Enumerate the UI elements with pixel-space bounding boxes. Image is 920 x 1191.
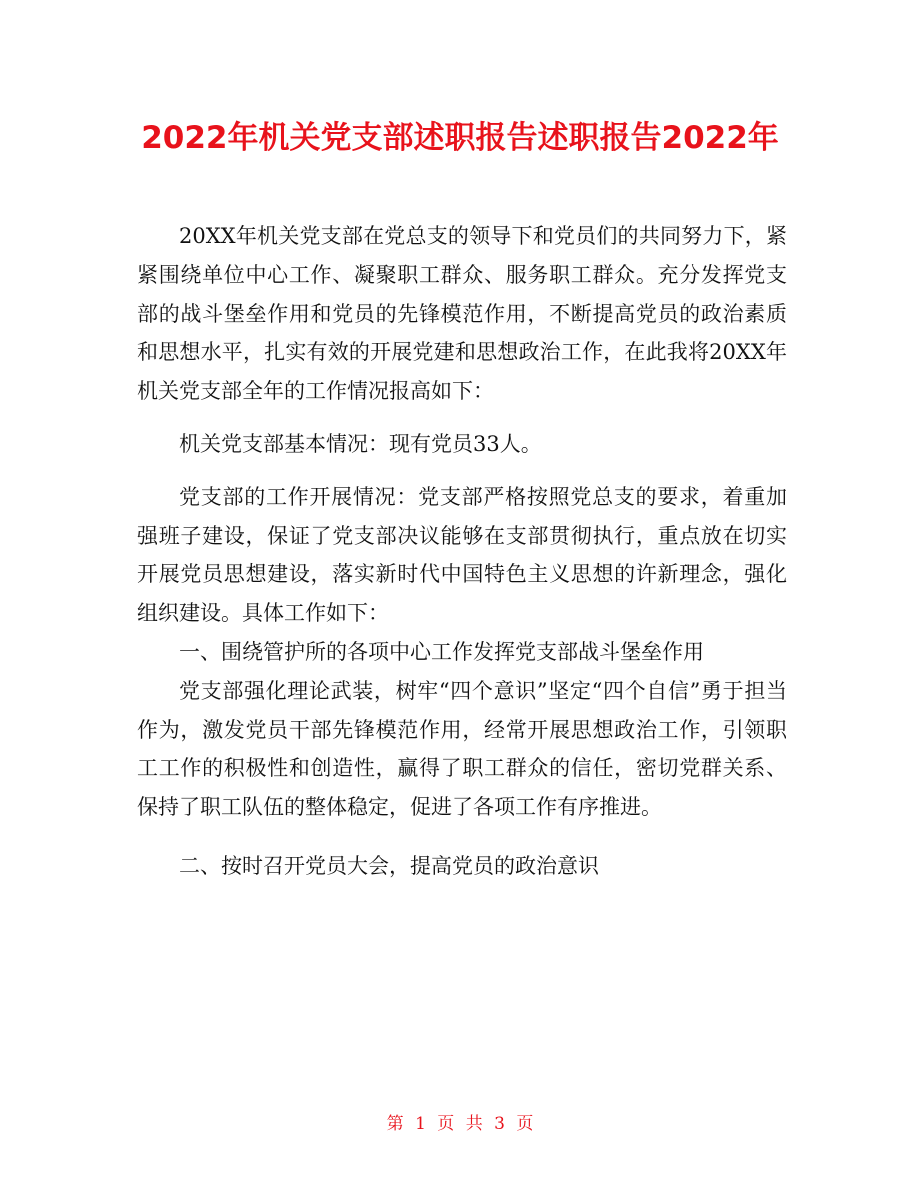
document-body	[137, 217, 787, 886]
paragraph-basic-info: 机关党支部基本情况：现有党员33人。	[179, 431, 542, 456]
paragraph-work-status: 党支部的工作开展情况：党支部严格按照党总支的要求，着重加强班子建设，保证了党支部决议能够在支部贯彻执行，重点放在切实开展党员思想建设，落实新时代中国特色主义思想的许新理念，强化组织建设。具体工作如下：	[137, 484, 787, 626]
section-heading-two: 二、按时召开党员大会，提高党员的政治意识	[179, 853, 599, 878]
paragraph-intro: 20XX年机关党支部在党总支的领导下和党员们的共同努力下，紧紧围绕单位中心工作、凝聚职工群众、服务职工群众。充分发挥党支部的战斗堡垒作用和党员的先锋模范作用，不断提高党员的政治素质和思想水平，扎实有效的开展党建和思想政治工作，在此我将20XX年机关党支部全年的工作情况报高如下：	[137, 224, 787, 404]
paragraph-section-one: 党支部强化理论武装，树牢“四个意识”坚定“四个自信”勇于担当作为，激发党员干部先锋模范作用，经常开展思想政治工作，引领职工工作的积极性和创造性，赢得了职工群众的信任，密切党群关系、保持了职工队伍的整体稳定，促进了各项工作有序推进。	[137, 678, 787, 820]
section-heading-one: 一、围绕管护所的各项中心工作发挥党支部战斗堡垒作用	[179, 639, 704, 664]
document-title: 2022年机关党支部述职报告述职报告2022年	[141, 120, 779, 156]
page-footer: 第 1 页 共 3 页	[386, 1114, 534, 1134]
